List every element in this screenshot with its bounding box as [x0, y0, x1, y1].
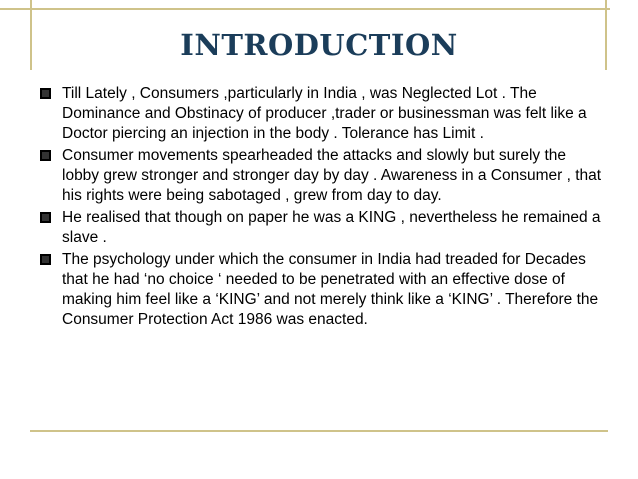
bullet-text: He realised that though on paper he was a KING , nevertheless he remained a slave . [62, 209, 601, 246]
bullet-item [38, 208, 603, 248]
bottom-rule [30, 430, 608, 432]
top-rule [0, 8, 610, 10]
slide-title: INTRODUCTION [180, 28, 458, 62]
square-bullet-icon [40, 88, 51, 99]
square-bullet-icon [40, 254, 51, 265]
bullet-item [38, 84, 603, 144]
bullet-list [38, 84, 603, 332]
square-bullet-icon [40, 212, 51, 223]
bullet-item [38, 250, 603, 330]
bullet-item [38, 146, 603, 206]
bullet-text: Till Lately , Consumers ,particularly in India , was Neglected Lot . The Dominance and Obstinacy of producer ,trader or businessman was felt like a Doctor piercing an injection in the body . Tolerance has Limit . [62, 85, 587, 142]
square-bullet-icon [40, 150, 51, 161]
bullet-text: Consumer movements spearheaded the attacks and slowly but surely the lobby grew stronger and stronger day by day . Awareness in a Consumer , that his rights were being sabotaged , grew from day to day. [62, 147, 602, 204]
bullet-text: The psychology under which the consumer in India had treaded for Decades that he had ‘no choice ‘ needed to be penetrated with an effective dose of making him feel like a ‘KING’ and not merely think like a ‘KING’ . Therefore the Consumer Protection Act 1986 was enacted. [62, 251, 599, 328]
